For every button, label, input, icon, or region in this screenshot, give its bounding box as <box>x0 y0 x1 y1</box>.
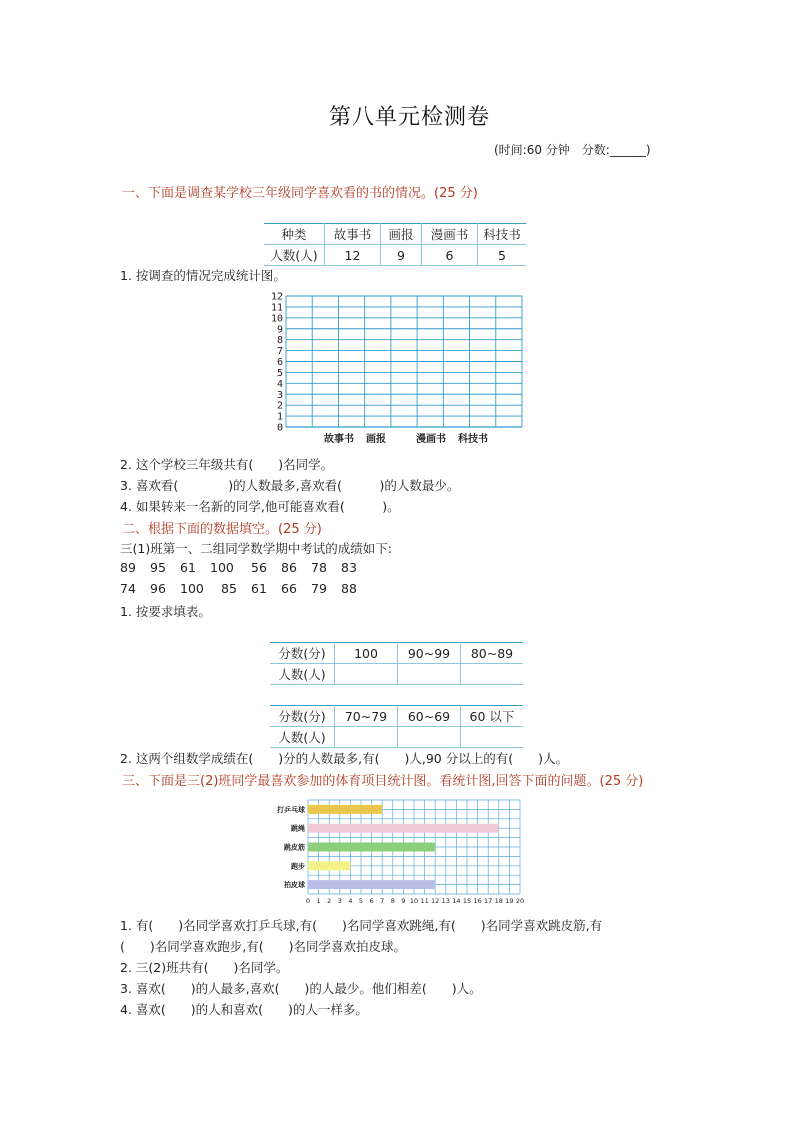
x-tick-label: 15 <box>462 897 472 905</box>
table-cell: 画报 <box>381 224 422 245</box>
x-tick-label: 7 <box>380 897 385 905</box>
y-tick-label: 5 <box>276 367 283 379</box>
answer-cell[interactable] <box>335 727 398 748</box>
table-cell: 80~89 <box>461 643 524 664</box>
score-row-2 <box>120 581 371 596</box>
s2-intro: 三(1)班第一、二组同学数学期中考试的成绩如下: <box>120 541 392 556</box>
score-value: 83 <box>341 560 357 575</box>
y-tick-label: 3 <box>276 389 283 401</box>
y-category-label: 跳皮筋 <box>284 842 305 852</box>
score-value: 100 <box>180 581 204 596</box>
table-cell: 70~79 <box>335 706 398 727</box>
score-value: 89 <box>120 560 136 575</box>
answer-cell[interactable] <box>398 664 461 685</box>
s1-question-2: 2. 这个学校三年级共有( )名同学。 <box>120 457 334 472</box>
answer-cell[interactable] <box>398 727 461 748</box>
table-cell: 100 <box>335 643 398 664</box>
s3-question-3: 3. 喜欢( )的人最多,喜欢( )的人最少。他们相差( )人。 <box>120 981 482 996</box>
y-category-label: 拍皮球 <box>284 880 305 890</box>
s2-question-2: 2. 这两个组数学成绩在( )分的人数最多,有( )人,90 分以上的有( )人。 <box>120 751 568 766</box>
table-cell: 分数(分) <box>270 706 335 727</box>
y-tick-label: 11 <box>270 302 283 314</box>
score-range-header-row <box>270 706 523 727</box>
book-survey-table <box>264 223 526 266</box>
x-tick-label: 4 <box>348 897 353 905</box>
x-tick-label: 13 <box>441 897 450 905</box>
s2-question-1: 1. 按要求填表。 <box>120 604 211 619</box>
y-tick-label: 6 <box>276 357 283 368</box>
table-cell: 5 <box>478 245 527 266</box>
y-tick-label: 9 <box>276 324 283 336</box>
table-cell: 6 <box>422 245 478 266</box>
table-cell: 12 <box>325 245 381 266</box>
bar <box>308 861 350 870</box>
table-cell: 9 <box>381 245 422 266</box>
x-tick-label: 11 <box>420 897 429 905</box>
x-tick-label: 3 <box>337 897 342 905</box>
table-cell: 人数(人) <box>264 245 325 266</box>
bar <box>308 824 499 833</box>
table-cell: 人数(人) <box>270 727 335 748</box>
x-tick-label: 9 <box>401 897 406 905</box>
y-tick-label: 1 <box>276 411 283 423</box>
bar <box>308 843 435 852</box>
score-value: 56 <box>251 560 267 575</box>
sports-bar-chart <box>270 796 526 906</box>
table-cell: 分数(分) <box>270 643 335 664</box>
score-range-header-row <box>270 643 523 664</box>
score-value: 78 <box>311 560 327 575</box>
table-cell: 种类 <box>264 224 325 245</box>
score-row-1 <box>120 560 371 575</box>
bar <box>308 880 435 889</box>
book-survey-count-row <box>264 245 526 266</box>
y-category-label: 跳绳 <box>291 823 305 833</box>
score-range-table-2 <box>270 705 523 748</box>
x-tick-label: 19 <box>505 897 514 905</box>
s3-question-1b: ( )名同学喜欢跑步,有( )名同学喜欢拍皮球。 <box>120 939 406 954</box>
score-value: 86 <box>281 560 297 575</box>
s1-question-4: 4. 如果转来一名新的同学,他可能喜欢看( )。 <box>120 499 400 514</box>
x-tick-label: 8 <box>390 897 395 905</box>
score-value: 61 <box>251 581 267 596</box>
book-survey-header-row <box>264 224 526 245</box>
x-category-label: 画报 <box>366 434 386 445</box>
y-category-label: 打乒乓球 <box>277 804 305 814</box>
section3-heading: 三、下面是三(2)班同学最喜欢参加的体育项目统计图。看统计图,回答下面的问题。(25 分) <box>122 774 644 789</box>
table-cell: 人数(人) <box>270 664 335 685</box>
book-bar-chart-grid <box>262 290 526 450</box>
score-range-table-1 <box>270 642 523 685</box>
score-value: 95 <box>150 560 166 575</box>
section1-heading: 一、下面是调查某学校三年级同学喜欢看的书的情况。(25 分) <box>122 186 478 201</box>
y-tick-label: 12 <box>270 291 283 303</box>
page-title: 第八单元检测卷 <box>329 105 491 130</box>
answer-cell[interactable] <box>335 664 398 685</box>
table-cell: 科技书 <box>478 224 527 245</box>
x-tick-label: 20 <box>515 897 525 905</box>
y-tick-label: 2 <box>276 400 283 412</box>
x-tick-label: 17 <box>484 897 493 905</box>
score-value: 79 <box>311 581 327 596</box>
s3-question-1a: 1. 有( )名同学喜欢打乒乓球,有( )名同学喜欢跳绳,有( )名同学喜欢跳皮筋,有 <box>120 918 603 933</box>
y-tick-label: 7 <box>276 346 283 358</box>
x-category-label: 漫画书 <box>416 434 446 445</box>
bar <box>308 805 382 814</box>
x-tick-label: 1 <box>316 897 321 905</box>
answer-cell[interactable] <box>461 664 524 685</box>
x-tick-label: 5 <box>358 897 364 905</box>
x-tick-label: 2 <box>327 897 332 905</box>
x-tick-label: 0 <box>305 897 311 905</box>
s1-question-3: 3. 喜欢看( )的人数最多,喜欢看( )的人数最少。 <box>120 478 460 493</box>
score-value: 100 <box>210 560 234 575</box>
score-value: 66 <box>281 581 297 596</box>
table-cell: 60~69 <box>398 706 461 727</box>
y-tick-label: 8 <box>276 335 283 347</box>
y-category-label: 跑步 <box>291 861 305 871</box>
section2-heading: 二、根据下面的数据填空。(25 分) <box>122 522 322 537</box>
table-cell: 60 以下 <box>461 706 524 727</box>
x-tick-label: 18 <box>494 897 503 905</box>
y-tick-label: 0 <box>276 422 283 434</box>
s3-question-4: 4. 喜欢( )的人和喜欢( )的人一样多。 <box>120 1002 368 1017</box>
score-value: 74 <box>120 581 136 596</box>
x-tick-label: 6 <box>369 897 374 905</box>
s3-question-2: 2. 三(2)班共有( )名同学。 <box>120 960 289 975</box>
score-range-count-row <box>270 664 523 685</box>
time-score-line: (时间:60 分钟 分数:______) <box>494 143 651 157</box>
y-tick-label: 4 <box>276 378 283 390</box>
s1-question-1: 1. 按调查的情况完成统计图。 <box>120 268 286 283</box>
score-value: 96 <box>150 581 166 596</box>
score-value: 61 <box>180 560 196 575</box>
x-tick-label: 10 <box>409 897 419 905</box>
table-cell: 故事书 <box>325 224 381 245</box>
table-cell: 漫画书 <box>422 224 478 245</box>
score-value: 88 <box>341 581 357 596</box>
x-tick-label: 14 <box>452 897 461 905</box>
x-tick-label: 16 <box>473 897 482 905</box>
score-range-count-row <box>270 727 523 748</box>
x-category-label: 故事书 <box>324 434 354 445</box>
x-category-label: 科技书 <box>458 434 488 445</box>
score-value: 85 <box>221 581 237 596</box>
table-cell: 90~99 <box>398 643 461 664</box>
answer-cell[interactable] <box>461 727 524 748</box>
y-tick-label: 10 <box>270 313 283 325</box>
x-tick-label: 12 <box>431 897 440 905</box>
